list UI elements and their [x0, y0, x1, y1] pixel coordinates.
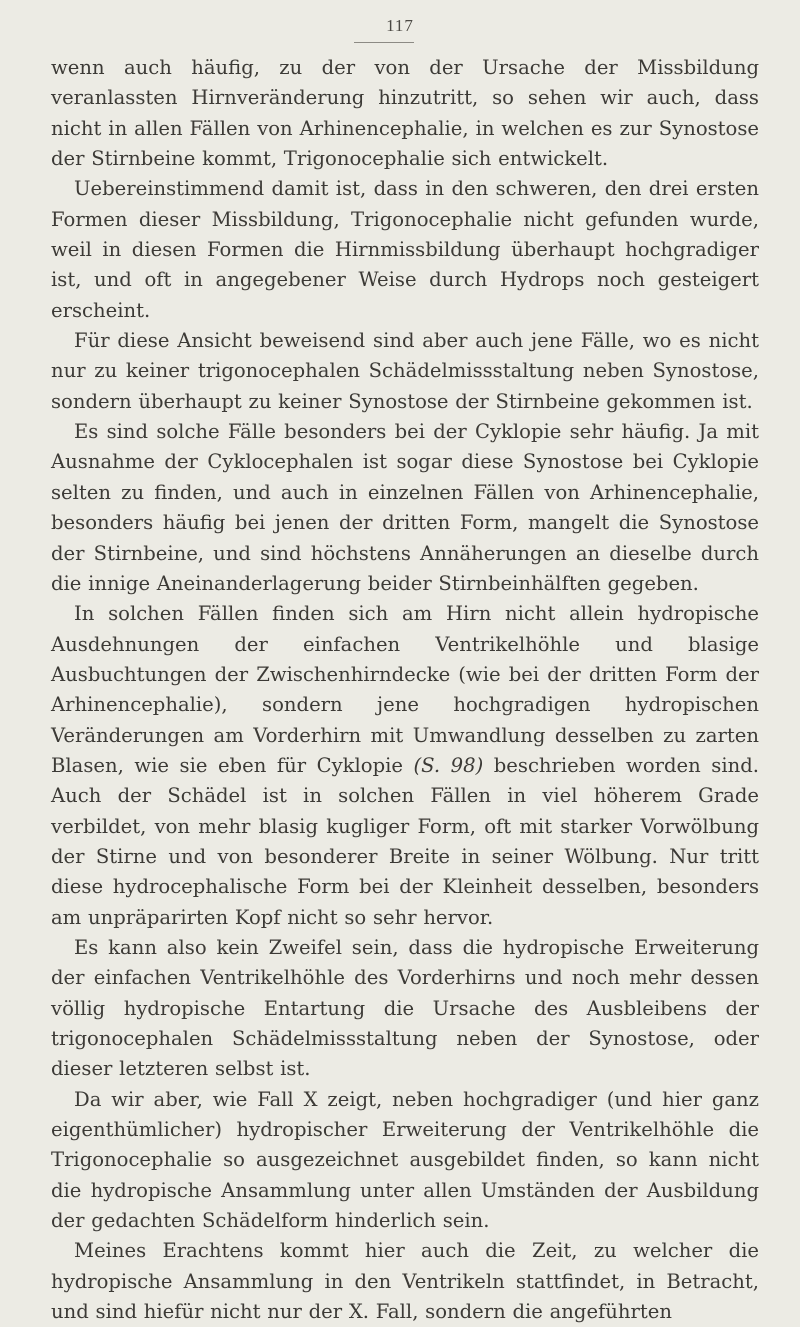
paragraph-text: beschrieben worden sind. Auch der Schädel ist in solchen Fällen in viel höherem Grade verbildet, von mehr blasig kugliger Form, oft mit starker Vorwölbung der Stirne und von besonderer Breite in seiner Wölbung. Nur tritt diese hydrocephalische Form bei der Kleinheit desselben, besonders am unpräparirten Kopf nicht so sehr hervor. [51, 753, 759, 929]
paragraph: wenn auch häufig, zu der von der Ursache der Missbildung veranlassten Hirnveränderung hinzutritt, so sehen wir auch, dass nicht in allen Fällen von Arhinencephalie, in welchen es zur Synostose der Stirnbeine kommt, Trigonocephalie sich entwickelt. [51, 56, 759, 171]
paragraph: Meines Erachtens kommt hier auch die Zeit, zu welcher die hydropische Ansammlung in den Ventrikeln stattfindet, in Betracht, und sind hiefür nicht nur der X. Fall, sondern die angeführten [51, 1239, 759, 1324]
paragraph: Für diese Ansicht beweisend sind aber auch jene Fälle, wo es nicht nur zu keiner trigonocephalen Schädelmissstaltung neben Synostose, sondern überhaupt zu keiner Synostose der Stirnbeine gekommen ist. [51, 329, 759, 413]
text-block [51, 53, 759, 1327]
paragraph: Es sind solche Fälle besonders bei der Cyklopie sehr häufig. Ja mit Ausnahme der Cyklocephalen ist sogar diese Synostose bei Cyklopie selten zu finden, und auch in einzelnen Fällen von Arhinencephalie, besonders häufig bei jenen der dritten Form, mangelt die Synostose der Stirnbeine, und sind höchstens Annäherungen an dieselbe durch die innige Aneinanderlagerung beider Stirnbeinhälften gegeben. [51, 420, 759, 595]
paragraph-text: In solchen Fällen finden sich am Hirn nicht allein hydropische Ausdehnungen der einfachen Ventrikelhöhle und blasige Ausbuchtungen der Zwischenhirndecke (wie bei der dritten Form der Arhinencephalie), sondern jene hochgradigen hydropischen Veränderungen am Vorderhirn mit Umwandlung desselben zu zarten Blasen, wie sie eben für Cyklopie [51, 602, 759, 777]
paragraph: Es kann also kein Zweifel sein, dass die hydropische Erweiterung der einfachen Ventrikelhöhle des Vorderhirns und noch mehr dessen völlig hydropische Entartung die Ursache des Ausbleibens der trigonocephalen Schädelmissstaltung neben der Synostose, oder dieser letzteren selbst ist. [51, 935, 759, 1081]
page-reference: (S. 98) [413, 753, 484, 777]
paragraph [51, 599, 759, 933]
paragraph: Da wir aber, wie Fall X zeigt, neben hochgradiger (und hier ganz eigenthümlicher) hydropischer Erweiterung der Ventrikelhöhle die Trigonocephalie so ausgezeichnet ausgebildet finden, so kann nicht die hydropische Ansammlung unter allen Umständen der Ausbildung der gedachten Schädelform hinderlich sein. [51, 1087, 759, 1233]
page-number-rule [354, 42, 414, 43]
page-number: 117 [386, 16, 414, 35]
paragraph: Uebereinstimmend damit ist, dass in den schweren, den drei ersten Formen dieser Missbildung, Trigonocephalie nicht gefunden wurde, weil in diesen Formen die Hirnmissbildung überhaupt hochgradiger ist, und oft in angegebener Weise durch Hydrops noch gesteigert erscheint. [51, 177, 759, 322]
